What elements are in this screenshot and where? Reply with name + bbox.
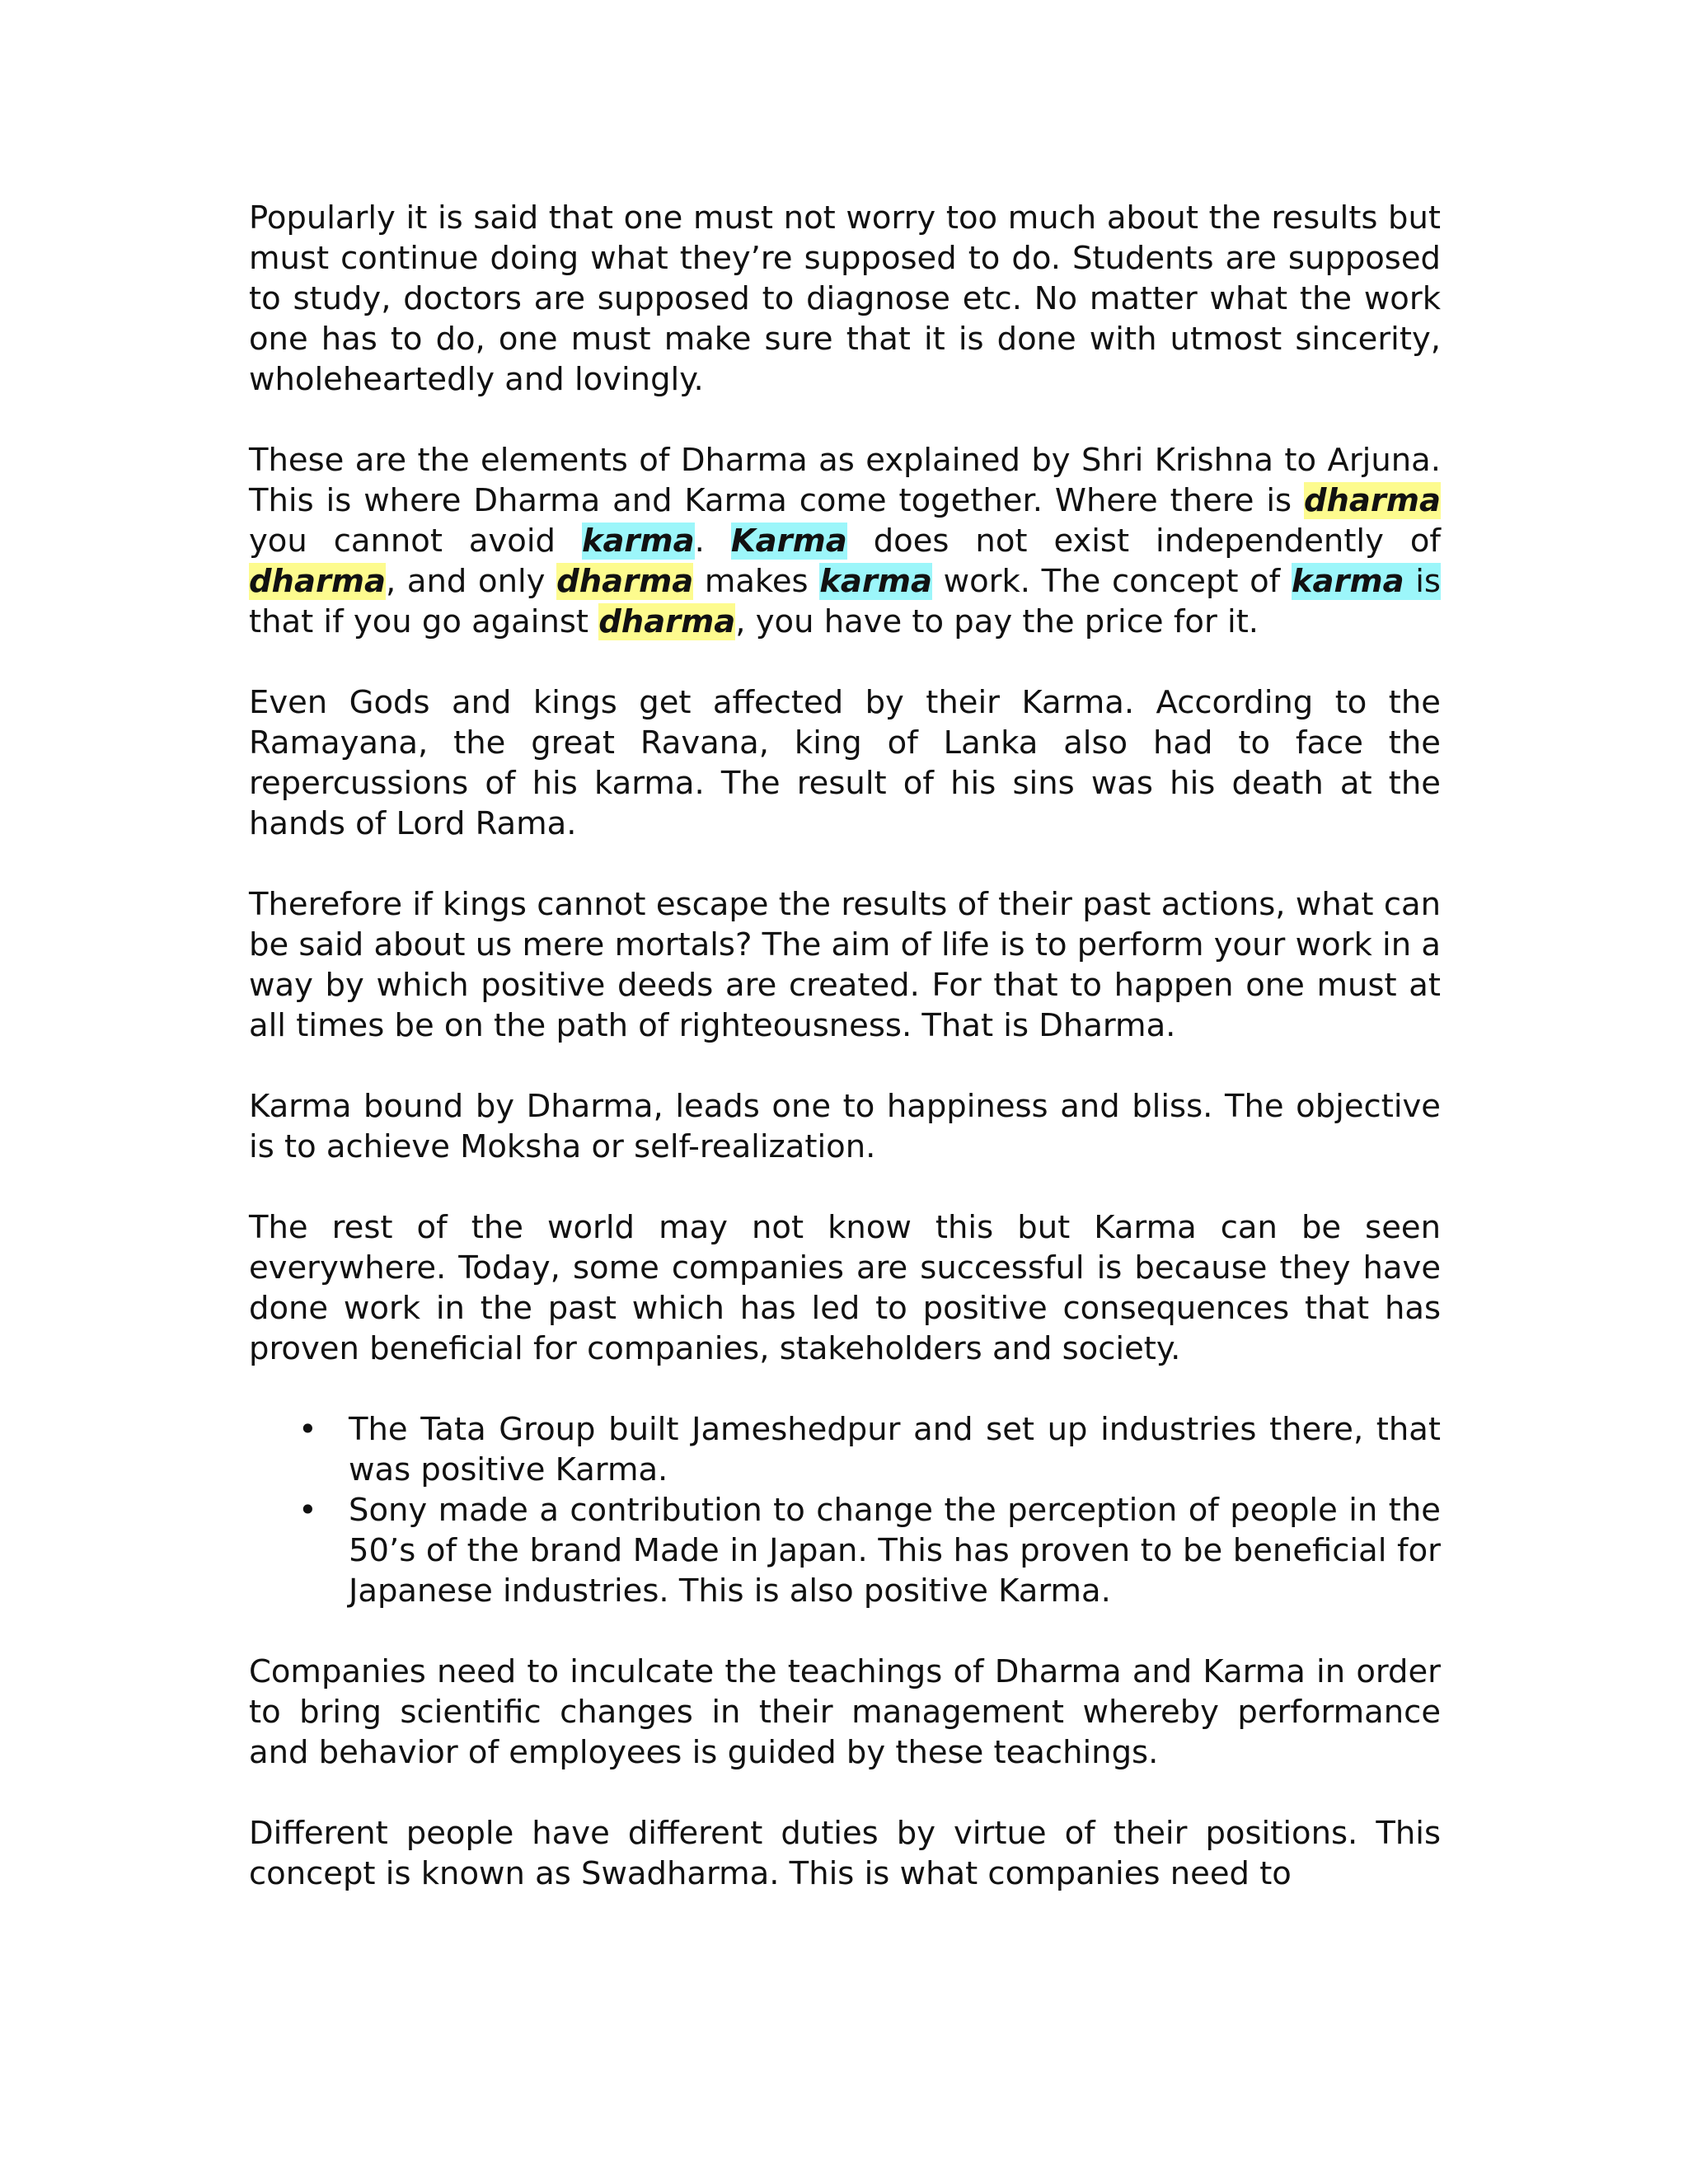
text-span: These are the elements of Dharma as explained by Shri Krishna to Arjuna. This is where Dharma and Karma come together. Where there is: [249, 442, 1441, 519]
highlight-dharma: dharma: [249, 563, 387, 600]
highlight-is: is: [1404, 563, 1441, 600]
paragraph-inculcate: Companies need to inculcate the teachings of Dharma and Karma in order to bring scientific changes in their management whereby performance and behavior of employees is guided by these teachings.: [249, 1653, 1441, 1771]
paragraph-mortals: Therefore if kings cannot escape the results of their past actions, what can be said about us mere mortals? The aim of life is to perform your work in a way by which positive deeds are created. For that to happen one must at all times be on the path of righteousness. That is Dharma.: [249, 886, 1441, 1044]
bullet-icon: •: [298, 1492, 317, 1529]
highlight-dharma: dharma: [556, 563, 694, 600]
paragraph-swadharma: Different people have different duties by virtue of their positions. This concept is known as Swadharma. This is what companies need to: [249, 1815, 1441, 1892]
highlight-karma: karma: [581, 523, 695, 560]
text-span: makes: [693, 563, 820, 600]
highlight-dharma: dharma: [1303, 482, 1441, 519]
list-item-text: The Tata Group built Jameshedpur and set up industries there, that was positive Karma.: [349, 1411, 1441, 1488]
document-page: [249, 198, 1441, 1934]
list-item: [249, 1490, 1441, 1611]
paragraph-gods-kings: Even Gods and kings get affected by their Karma. According to the Ramayana, the great Ravana, king of Lanka also had to face the repercussions of his karma. The result of his sins was his death at the hands of Lord Rama.: [249, 684, 1441, 842]
highlight-dharma: dharma: [598, 603, 736, 640]
text-span: does not exist independently of: [846, 523, 1441, 560]
highlight-karma: karma: [1291, 563, 1404, 600]
highlight-karma: Karma: [730, 523, 847, 560]
paragraph-results: Popularly it is said that one must not worry too much about the results but must continue doing what they’re supposed to do. Students are supposed to study, doctors are supposed to diagnose etc. No matter what the work one has to do, one must make sure that it is done with utmost sincerity, wholeheartedly and lovingly.: [249, 199, 1441, 398]
text-span: .: [694, 523, 731, 560]
text-span: work. The concept of: [931, 563, 1292, 600]
text-span: that if you go against: [249, 603, 599, 640]
text-span: you cannot avoid: [249, 523, 582, 560]
bullet-icon: •: [298, 1411, 317, 1448]
list-item-text: Sony made a contribution to change the perception of people in the 50’s of the brand Made in Japan. This has proven to be beneficial for Japanese industries. This is also positive Karma.: [349, 1492, 1441, 1610]
text-span: , and only: [386, 563, 557, 600]
paragraph-dharma-karma: [249, 440, 1441, 642]
paragraph-moksha: Karma bound by Dharma, leads one to happiness and bliss. The objective is to achieve Moksha or self-realization.: [249, 1088, 1441, 1165]
paragraph-companies-successful: The rest of the world may not know this but Karma can be seen everywhere. Today, some companies are successful is because they have done work in the past which has led to positive consequences that has proven beneficial for companies, stakeholders and society.: [249, 1209, 1441, 1367]
highlight-karma: karma: [819, 563, 932, 600]
bullet-list: [249, 1409, 1441, 1611]
list-item: [249, 1409, 1441, 1490]
text-span: , you have to pay the price for it.: [735, 603, 1259, 640]
